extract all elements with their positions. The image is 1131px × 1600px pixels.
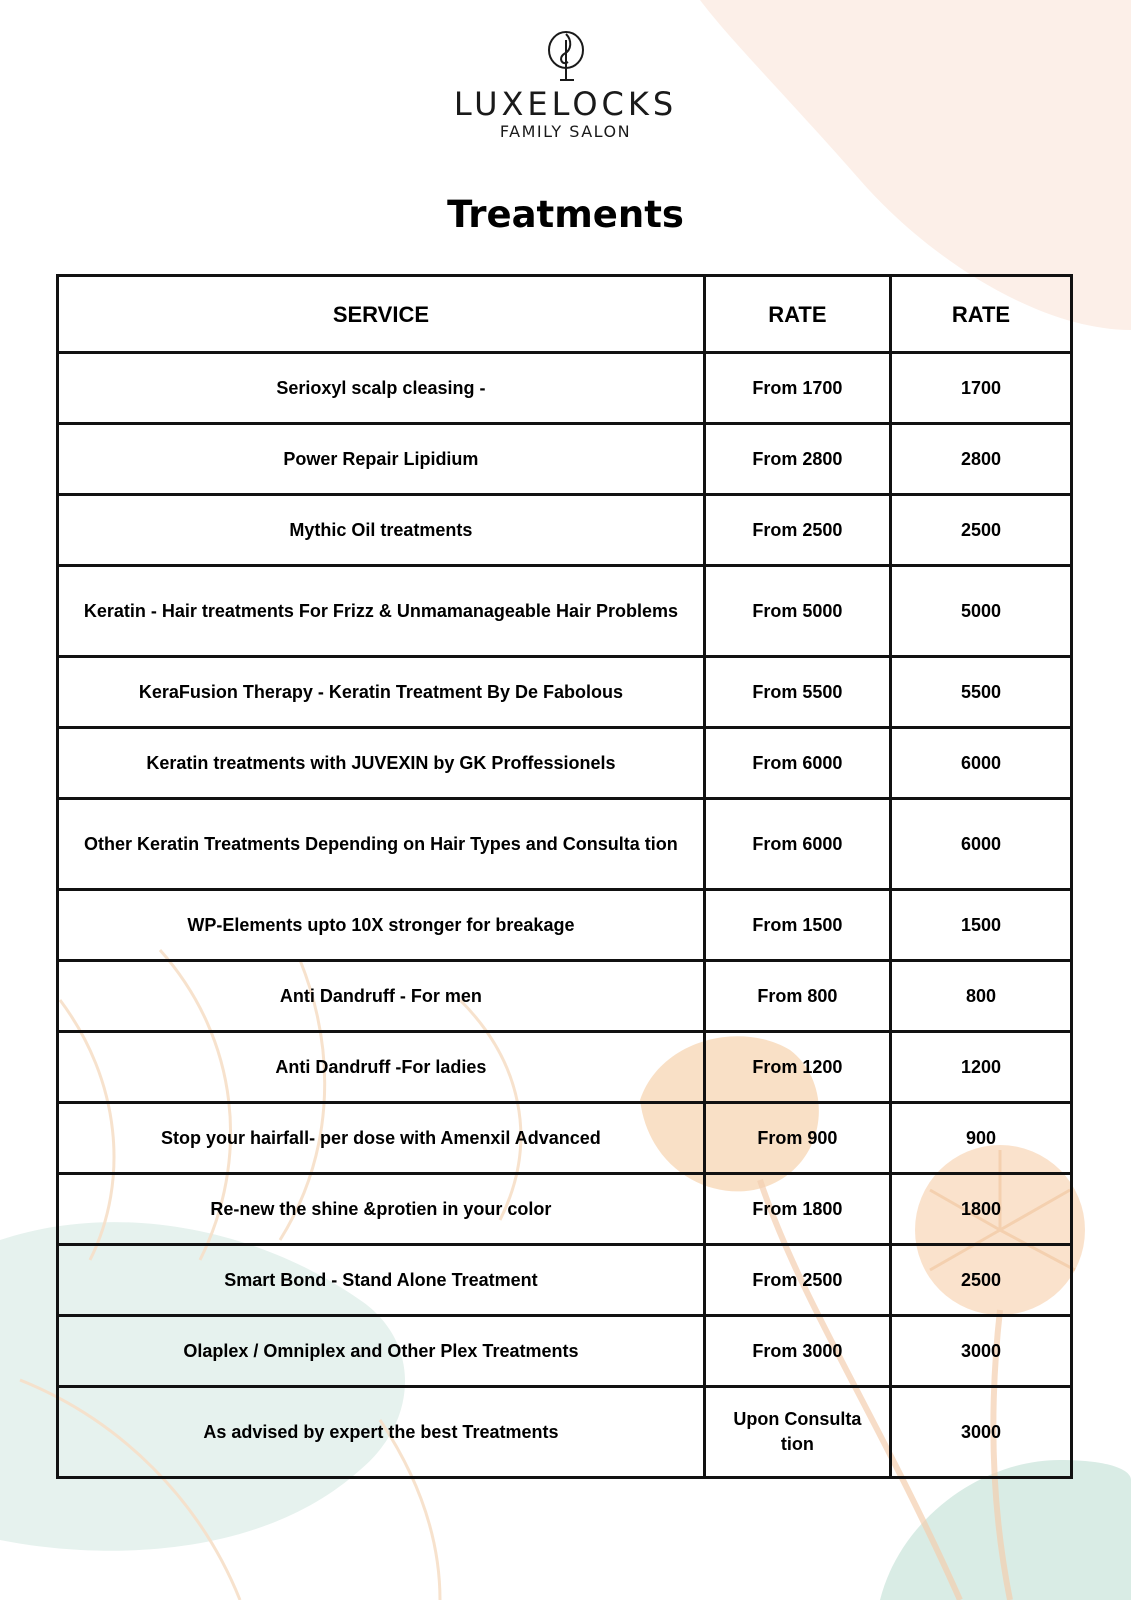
table-row: [58, 1387, 1072, 1478]
rate2-cell: 2800: [890, 424, 1071, 495]
rate2-cell: 5500: [890, 657, 1071, 728]
rate2-cell: 800: [890, 961, 1071, 1032]
table-row: [58, 1316, 1072, 1387]
treatments-table: [56, 274, 1073, 1479]
service-cell: WP-Elements upto 10X stronger for breakage: [58, 890, 705, 961]
rate-cell: From 6000: [704, 799, 890, 890]
brand-subtitle: FAMILY SALON: [499, 122, 632, 141]
header-rate-2: RATE: [890, 276, 1071, 353]
rate-cell: From 1800: [704, 1174, 890, 1245]
brand-name: LUXELOCKS: [453, 85, 678, 123]
table-row: [58, 353, 1072, 424]
table-row: [58, 961, 1072, 1032]
rate2-cell: 5000: [890, 566, 1071, 657]
rate-cell: From 1500: [704, 890, 890, 961]
service-cell: KeraFusion Therapy - Keratin Treatment By De Fabolous: [58, 657, 705, 728]
rate-cell: From 6000: [704, 728, 890, 799]
service-cell: Re-new the shine &protien in your color: [58, 1174, 705, 1245]
page-title: Treatments: [447, 193, 684, 236]
rate2-cell: 1200: [890, 1032, 1071, 1103]
rate-cell: From 5500: [704, 657, 890, 728]
table-row: [58, 1032, 1072, 1103]
rate2-cell: 2500: [890, 1245, 1071, 1316]
header-rate: RATE: [704, 276, 890, 353]
service-cell: Smart Bond - Stand Alone Treatment: [58, 1245, 705, 1316]
logo-monogram-icon: [542, 28, 590, 84]
rate2-cell: 1500: [890, 890, 1071, 961]
table-row: [58, 424, 1072, 495]
table-row: [58, 890, 1072, 961]
rate-cell: From 1700: [704, 353, 890, 424]
table-row: [58, 1245, 1072, 1316]
table-header-row: [58, 276, 1072, 353]
service-cell: Other Keratin Treatments Depending on Hair Types and Consulta tion: [58, 799, 705, 890]
service-cell: Serioxyl scalp cleasing -: [58, 353, 705, 424]
rate2-cell: 3000: [890, 1316, 1071, 1387]
rate-cell: From 5000: [704, 566, 890, 657]
table-row: [58, 657, 1072, 728]
rate-cell: From 3000: [704, 1316, 890, 1387]
rate2-cell: 6000: [890, 728, 1071, 799]
table-row: [58, 566, 1072, 657]
service-cell: Mythic Oil treatments: [58, 495, 705, 566]
brand-logo: [0, 28, 1131, 142]
rate-cell: From 2500: [704, 495, 890, 566]
rate2-cell: 1800: [890, 1174, 1071, 1245]
rate2-cell: 6000: [890, 799, 1071, 890]
rate2-cell: 900: [890, 1103, 1071, 1174]
rate2-cell: 2500: [890, 495, 1071, 566]
service-cell: As advised by expert the best Treatments: [58, 1387, 705, 1478]
table-row: [58, 495, 1072, 566]
service-cell: Keratin treatments with JUVEXIN by GK Proffessionels: [58, 728, 705, 799]
table-row: [58, 728, 1072, 799]
service-cell: Anti Dandruff - For men: [58, 961, 705, 1032]
table-row: [58, 1174, 1072, 1245]
table-row: [58, 1103, 1072, 1174]
rate-cell: From 900: [704, 1103, 890, 1174]
rate2-cell: 1700: [890, 353, 1071, 424]
rate-cell: From 800: [704, 961, 890, 1032]
rate-cell: From 1200: [704, 1032, 890, 1103]
service-cell: Olaplex / Omniplex and Other Plex Treatments: [58, 1316, 705, 1387]
service-cell: Anti Dandruff -For ladies: [58, 1032, 705, 1103]
service-cell: Stop your hairfall- per dose with Amenxil Advanced: [58, 1103, 705, 1174]
header-service: SERVICE: [58, 276, 705, 353]
rate-cell: From 2800: [704, 424, 890, 495]
rate-cell: Upon Consulta tion: [704, 1387, 890, 1478]
table-row: [58, 799, 1072, 890]
service-cell: Power Repair Lipidium: [58, 424, 705, 495]
service-cell: Keratin - Hair treatments For Frizz & Unmamanageable Hair Problems: [58, 566, 705, 657]
rate-cell: From 2500: [704, 1245, 890, 1316]
rate2-cell: 3000: [890, 1387, 1071, 1478]
